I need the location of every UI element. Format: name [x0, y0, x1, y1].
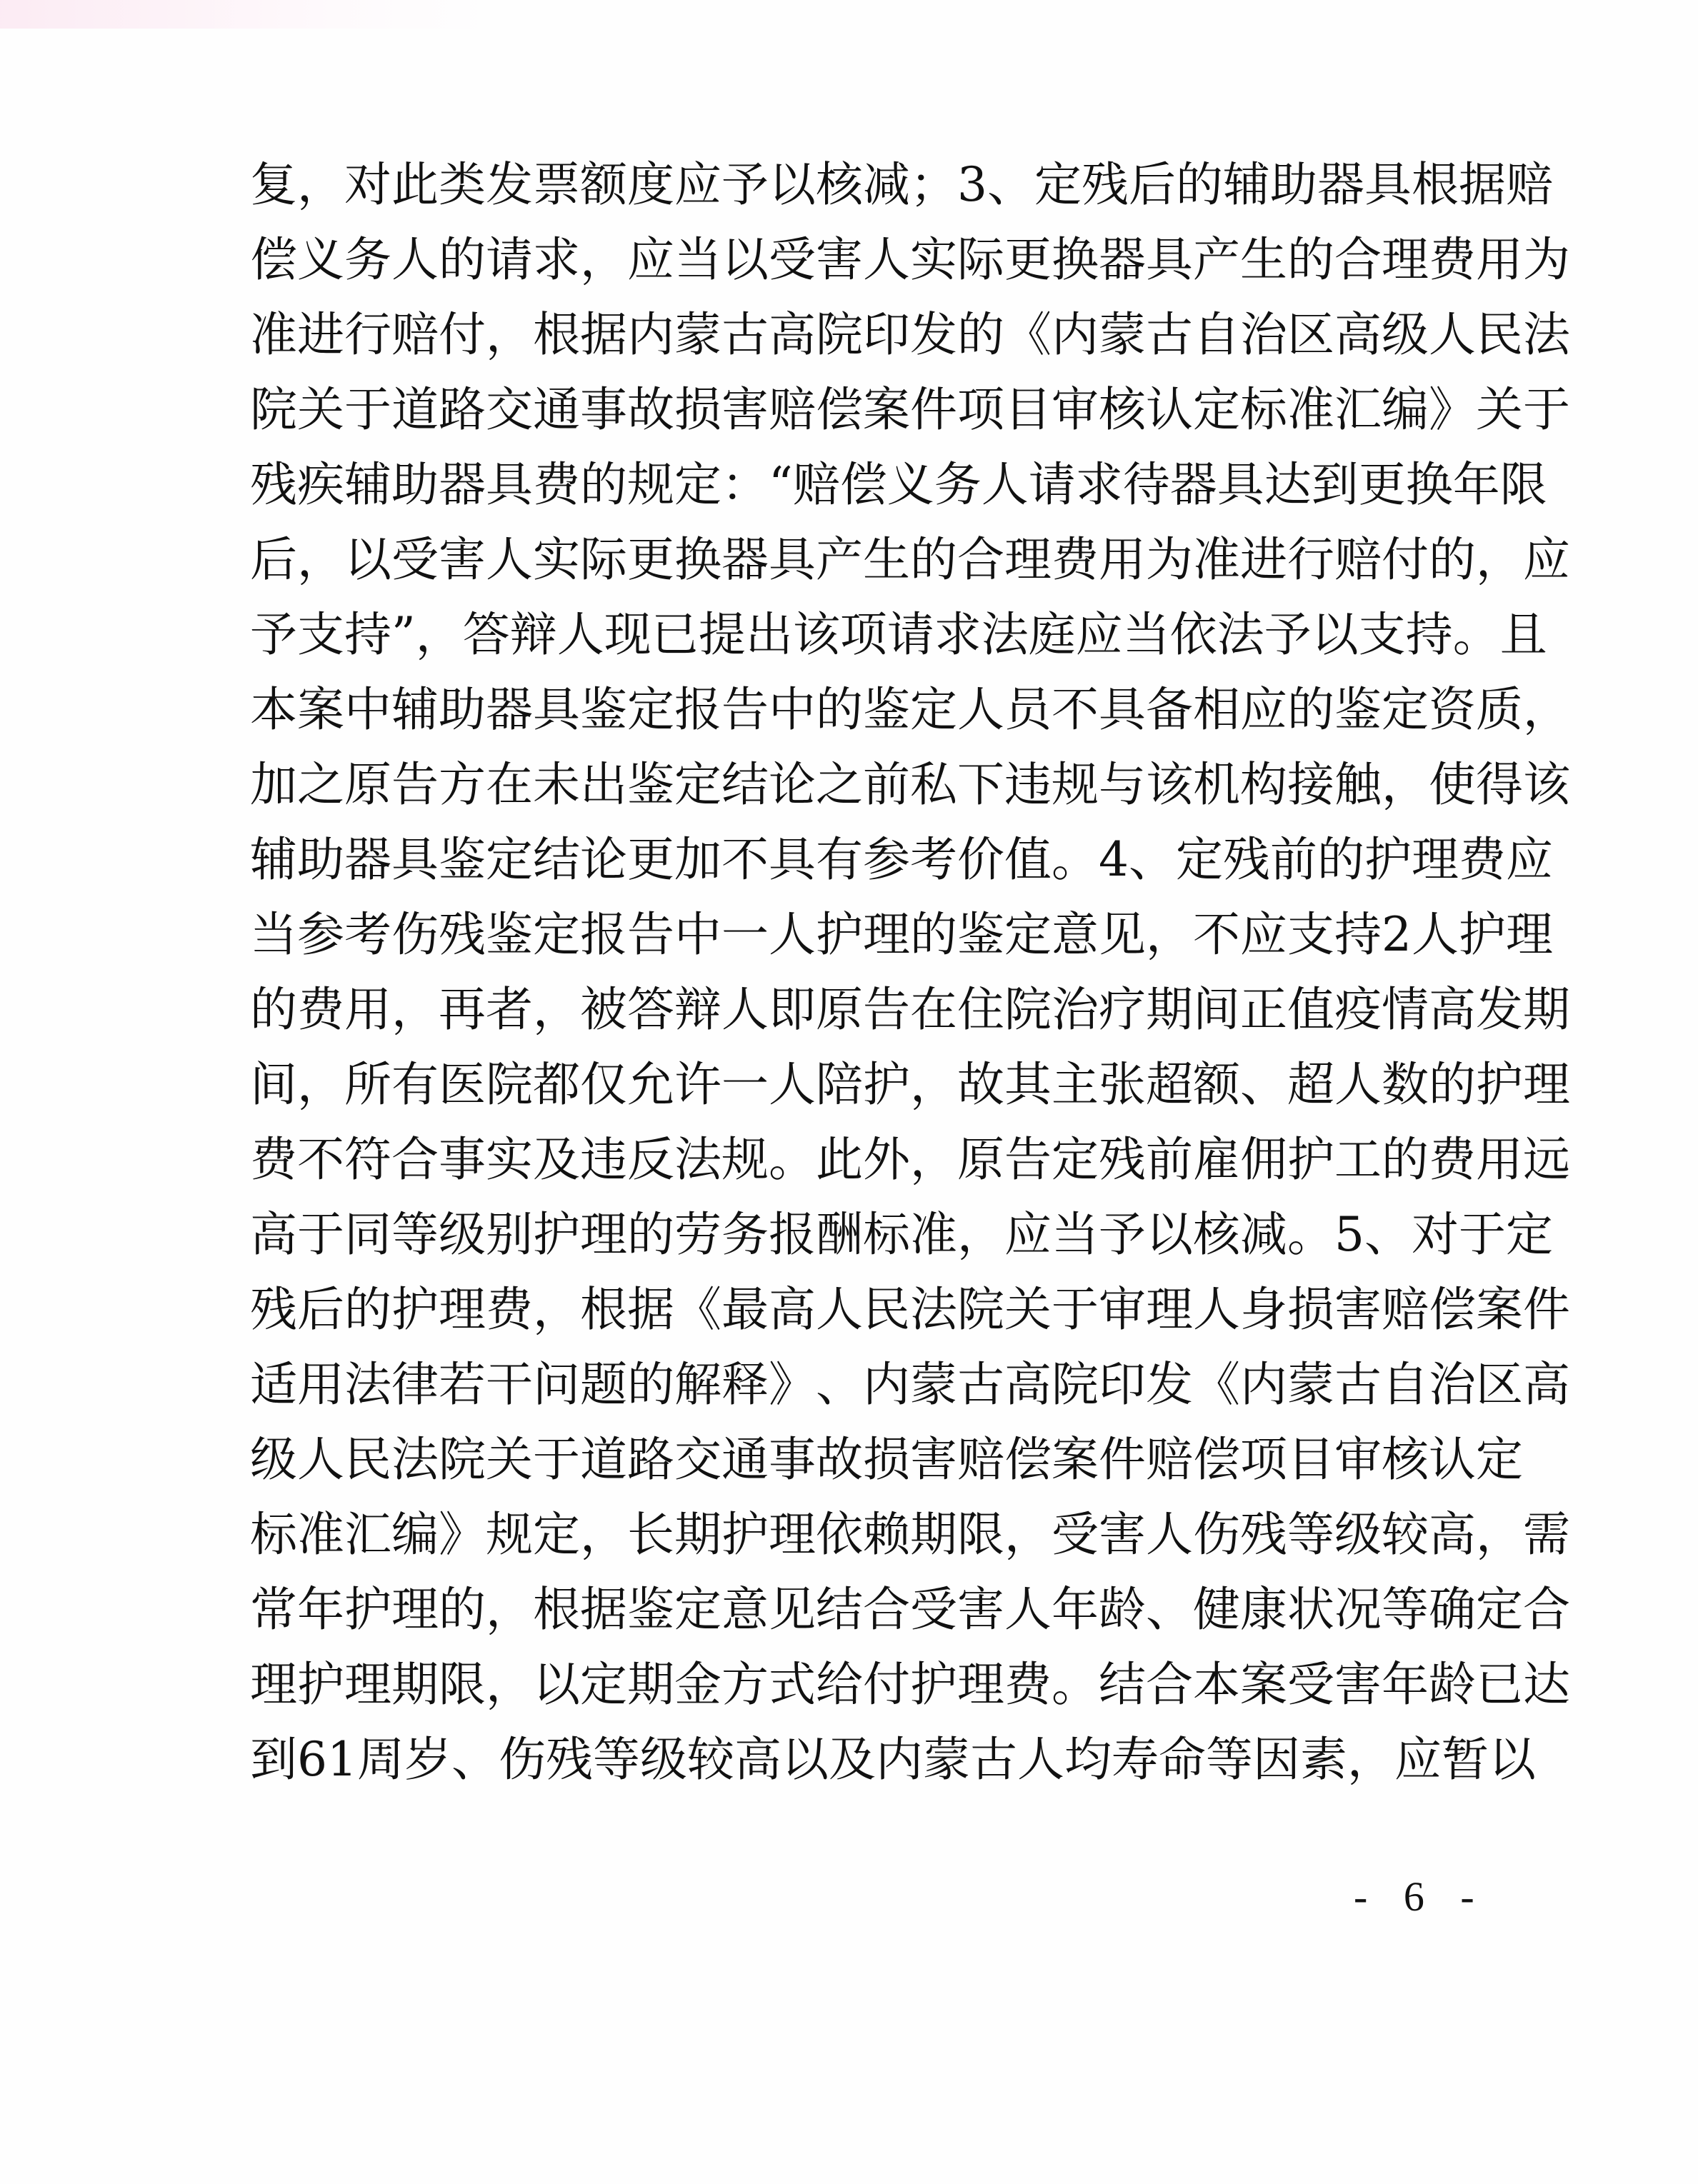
- page-number: - 6 -: [1354, 1873, 1487, 1920]
- text-line: 残 疾 辅 助 器 具 费 的 规 定 ： “ 赔 偿 义 务 人 请 求 待 器 具 达 到 更 换 年 限: [250, 457, 1547, 512]
- text-line: 本 案 中 辅 助 器 具 鉴 定 报 告 中 的 鉴 定 人 员 不 具 备 相 应 的 鉴 定 资 质 ，: [250, 682, 1570, 737]
- text-line: 予 支 持 ” ， 答 辩 人 现 已 提 出 该 项 请 求 法 庭 应 当 依 法 予 以 支 持 。 且: [250, 607, 1547, 662]
- text-line: 的 费 用 ， 再 者 ， 被 答 辩 人 即 原 告 在 住 院 治 疗 期 间 正 值 疫 情 高 发 期: [250, 982, 1570, 1037]
- text-line: 费 不 符 合 事 实 及 违 反 法 规 。 此 外 ， 原 告 定 残 前 雇 佣 护 工 的 费 用 远: [250, 1132, 1570, 1187]
- text-line: 当 参 考 伤 残 鉴 定 报 告 中 一 人 护 理 的 鉴 定 意 见 ， 不 应 支 持 2 人 护 理: [250, 907, 1553, 962]
- text-line: 后 ， 以 受 害 人 实 际 更 换 器 具 产 生 的 合 理 费 用 为 准 进 行 赔 付 的 ， 应: [250, 532, 1570, 587]
- text-line: 标 准 汇 编 》 规 定 ， 长 期 护 理 依 赖 期 限 ， 受 害 人 伤 残 等 级 较 高 ， 需: [250, 1507, 1570, 1562]
- text-line: 复 ， 对 此 类 发 票 额 度 应 予 以 核 减 ； 3 、 定 残 后 的 辅 助 器 具 根 据 赔: [250, 157, 1553, 212]
- scan-artifact: [0, 0, 500, 29]
- text-line: 间 ， 所 有 医 院 都 仅 允 许 一 人 陪 护 ， 故 其 主 张 超 额 、 超 人 数 的 护 理: [250, 1057, 1570, 1112]
- text-line: 加 之 原 告 方 在 未 出 鉴 定 结 论 之 前 私 下 违 规 与 该 机 构 接 触 ， 使 得 该: [250, 757, 1570, 812]
- text-line: 残 后 的 护 理 费 ， 根 据 《 最 高 人 民 法 院 关 于 审 理 人 身 损 害 赔 偿 案 件: [250, 1282, 1570, 1337]
- text-line: 高 于 同 等 级 别 护 理 的 劳 务 报 酬 标 准 ， 应 当 予 以 核 减 。 5 、 对 于 定: [250, 1207, 1553, 1262]
- text-line: 常 年 护 理 的 ， 根 据 鉴 定 意 见 结 合 受 害 人 年 龄 、 健 康 状 况 等 确 定 合: [250, 1582, 1570, 1637]
- text-line: 准 进 行 赔 付 ， 根 据 内 蒙 古 高 院 印 发 的 《 内 蒙 古 自 治 区 高 级 人 民 法: [250, 307, 1570, 362]
- text-line: 辅 助 器 具 鉴 定 结 论 更 加 不 具 有 参 考 价 值 。 4 、 定 残 前 的 护 理 费 应: [250, 832, 1553, 887]
- text-line: 理 护 理 期 限 ， 以 定 期 金 方 式 给 付 护 理 费 。 结 合 本 案 受 害 年 龄 已 达: [250, 1657, 1570, 1712]
- text-line: 适 用 法 律 若 干 问 题 的 解 释 》 、 内 蒙 古 高 院 印 发 《 内 蒙 古 自 治 区 高: [250, 1357, 1570, 1412]
- text-line: 偿 义 务 人 的 请 求 ， 应 当 以 受 害 人 实 际 更 换 器 具 产 生 的 合 理 费 用 为: [250, 232, 1570, 287]
- document-body: [250, 147, 1570, 1797]
- text-line: 院 关 于 道 路 交 通 事 故 损 害 赔 偿 案 件 项 目 审 核 认 定 标 准 汇 编 》 关 于: [250, 382, 1570, 437]
- text-line: 级 人 民 法 院 关 于 道 路 交 通 事 故 损 害 赔 偿 案 件 赔 偿 项 目 审 核 认 定: [250, 1432, 1523, 1487]
- text-line: 到 6 1 周 岁 、 伤 残 等 级 较 高 以 及 内 蒙 古 人 均 寿 命 等 因 素 ， 应 暂 以: [250, 1732, 1536, 1787]
